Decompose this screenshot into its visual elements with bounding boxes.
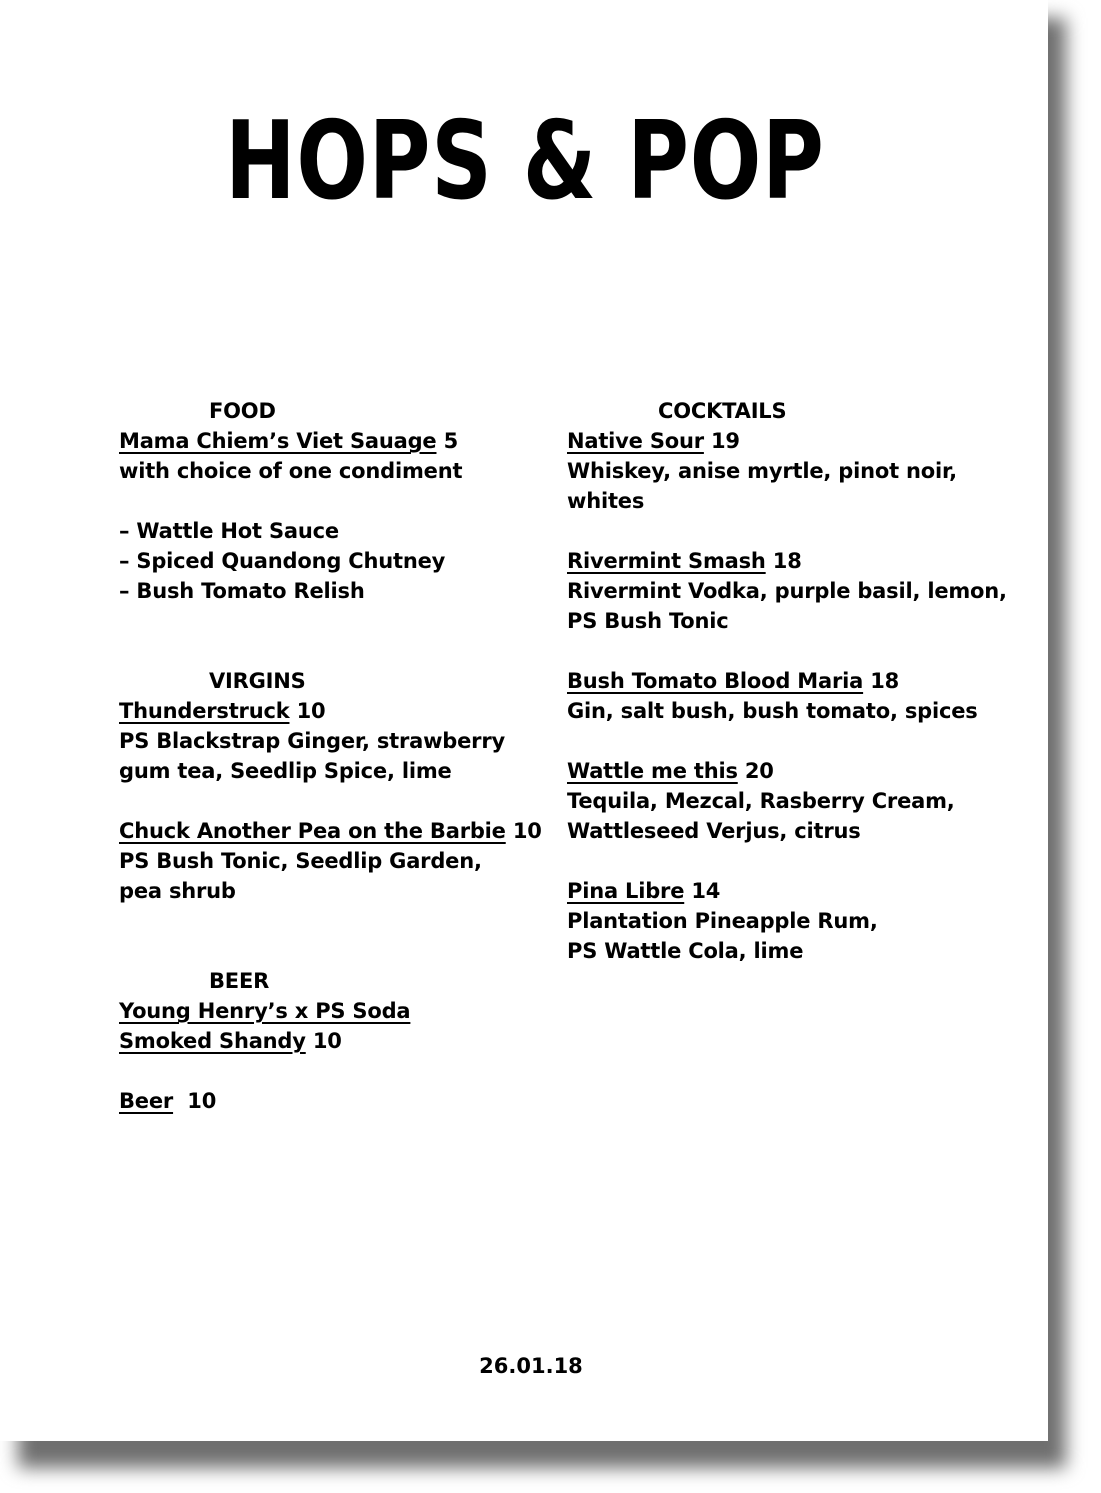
item-name: Chuck Another Pea on the Barbie bbox=[119, 819, 506, 843]
menu-item-cocktail bbox=[567, 756, 1007, 786]
menu-item-virgin bbox=[119, 696, 542, 726]
condiment-item: – Spiced Quandong Chutney bbox=[119, 549, 446, 573]
item-description: Plantation Pineapple Rum, bbox=[567, 909, 878, 933]
section-heading-cocktails: COCKTAILS bbox=[658, 399, 787, 423]
condiment-item: – Wattle Hot Sauce bbox=[119, 519, 339, 543]
item-name: Native Sour bbox=[567, 429, 704, 453]
item-name: Rivermint Smash bbox=[567, 549, 766, 573]
item-description: gum tea, Seedlip Spice, lime bbox=[119, 759, 452, 783]
item-description: with choice of one condiment bbox=[119, 459, 463, 483]
item-name: Pina Libre bbox=[567, 879, 685, 903]
left-column bbox=[119, 396, 542, 1116]
menu-item-cocktail bbox=[567, 876, 1007, 906]
item-description: PS Bush Tonic bbox=[567, 609, 729, 633]
menu-item-beer bbox=[119, 1086, 542, 1116]
right-column bbox=[567, 396, 1007, 966]
menu-item-food bbox=[119, 426, 542, 456]
section-heading-virgins: VIRGINS bbox=[209, 669, 306, 693]
item-name: Mama Chiem’s Viet Sauage bbox=[119, 429, 437, 453]
item-price: 19 bbox=[711, 429, 740, 453]
item-price: 10 bbox=[312, 1029, 342, 1053]
menu-item-virgin bbox=[119, 816, 542, 846]
menu-date: 26.01.18 bbox=[479, 1354, 583, 1378]
item-name: Thunderstruck bbox=[119, 699, 290, 723]
item-description: Tequila, Mezcal, Rasberry Cream, bbox=[567, 789, 955, 813]
item-description: Whiskey, anise myrtle, pinot noir, bbox=[567, 459, 957, 483]
menu-item-beer bbox=[119, 996, 542, 1026]
item-description: PS Blackstrap Ginger, strawberry bbox=[119, 729, 505, 753]
menu-item-cocktail bbox=[567, 426, 1007, 456]
item-price: 14 bbox=[691, 879, 721, 903]
item-name: Smoked Shandy bbox=[119, 1029, 306, 1053]
menu-item-cocktail bbox=[567, 666, 1007, 696]
item-description: Gin, salt bush, bush tomato, spices bbox=[567, 699, 978, 723]
item-description: pea shrub bbox=[119, 879, 236, 903]
item-price: 20 bbox=[744, 759, 774, 783]
item-description: whites bbox=[567, 489, 645, 513]
item-name: Young Henry’s x PS Soda bbox=[119, 999, 411, 1023]
menu-item-cocktail bbox=[567, 546, 1007, 576]
item-name: Bush Tomato Blood Maria bbox=[567, 669, 864, 693]
item-price: 18 bbox=[772, 549, 802, 573]
menu-title: HOPS & POP bbox=[225, 99, 825, 224]
section-heading-food: FOOD bbox=[209, 399, 276, 423]
item-price: 10 bbox=[296, 699, 326, 723]
item-description: Wattleseed Verjus, citrus bbox=[567, 819, 861, 843]
item-price: 18 bbox=[870, 669, 900, 693]
item-description: PS Wattle Cola, lime bbox=[567, 939, 804, 963]
item-price: 10 bbox=[512, 819, 542, 843]
item-name: Wattle me this bbox=[567, 759, 738, 783]
item-name: Beer bbox=[119, 1089, 174, 1113]
item-description: Rivermint Vodka, purple basil, lemon, bbox=[567, 579, 1007, 603]
section-heading-beer: BEER bbox=[209, 969, 270, 993]
menu-item-beer bbox=[119, 1026, 542, 1056]
item-price: 10 bbox=[187, 1089, 217, 1113]
condiment-item: – Bush Tomato Relish bbox=[119, 579, 365, 603]
item-price: 5 bbox=[443, 429, 459, 453]
item-description: PS Bush Tonic, Seedlip Garden, bbox=[119, 849, 482, 873]
